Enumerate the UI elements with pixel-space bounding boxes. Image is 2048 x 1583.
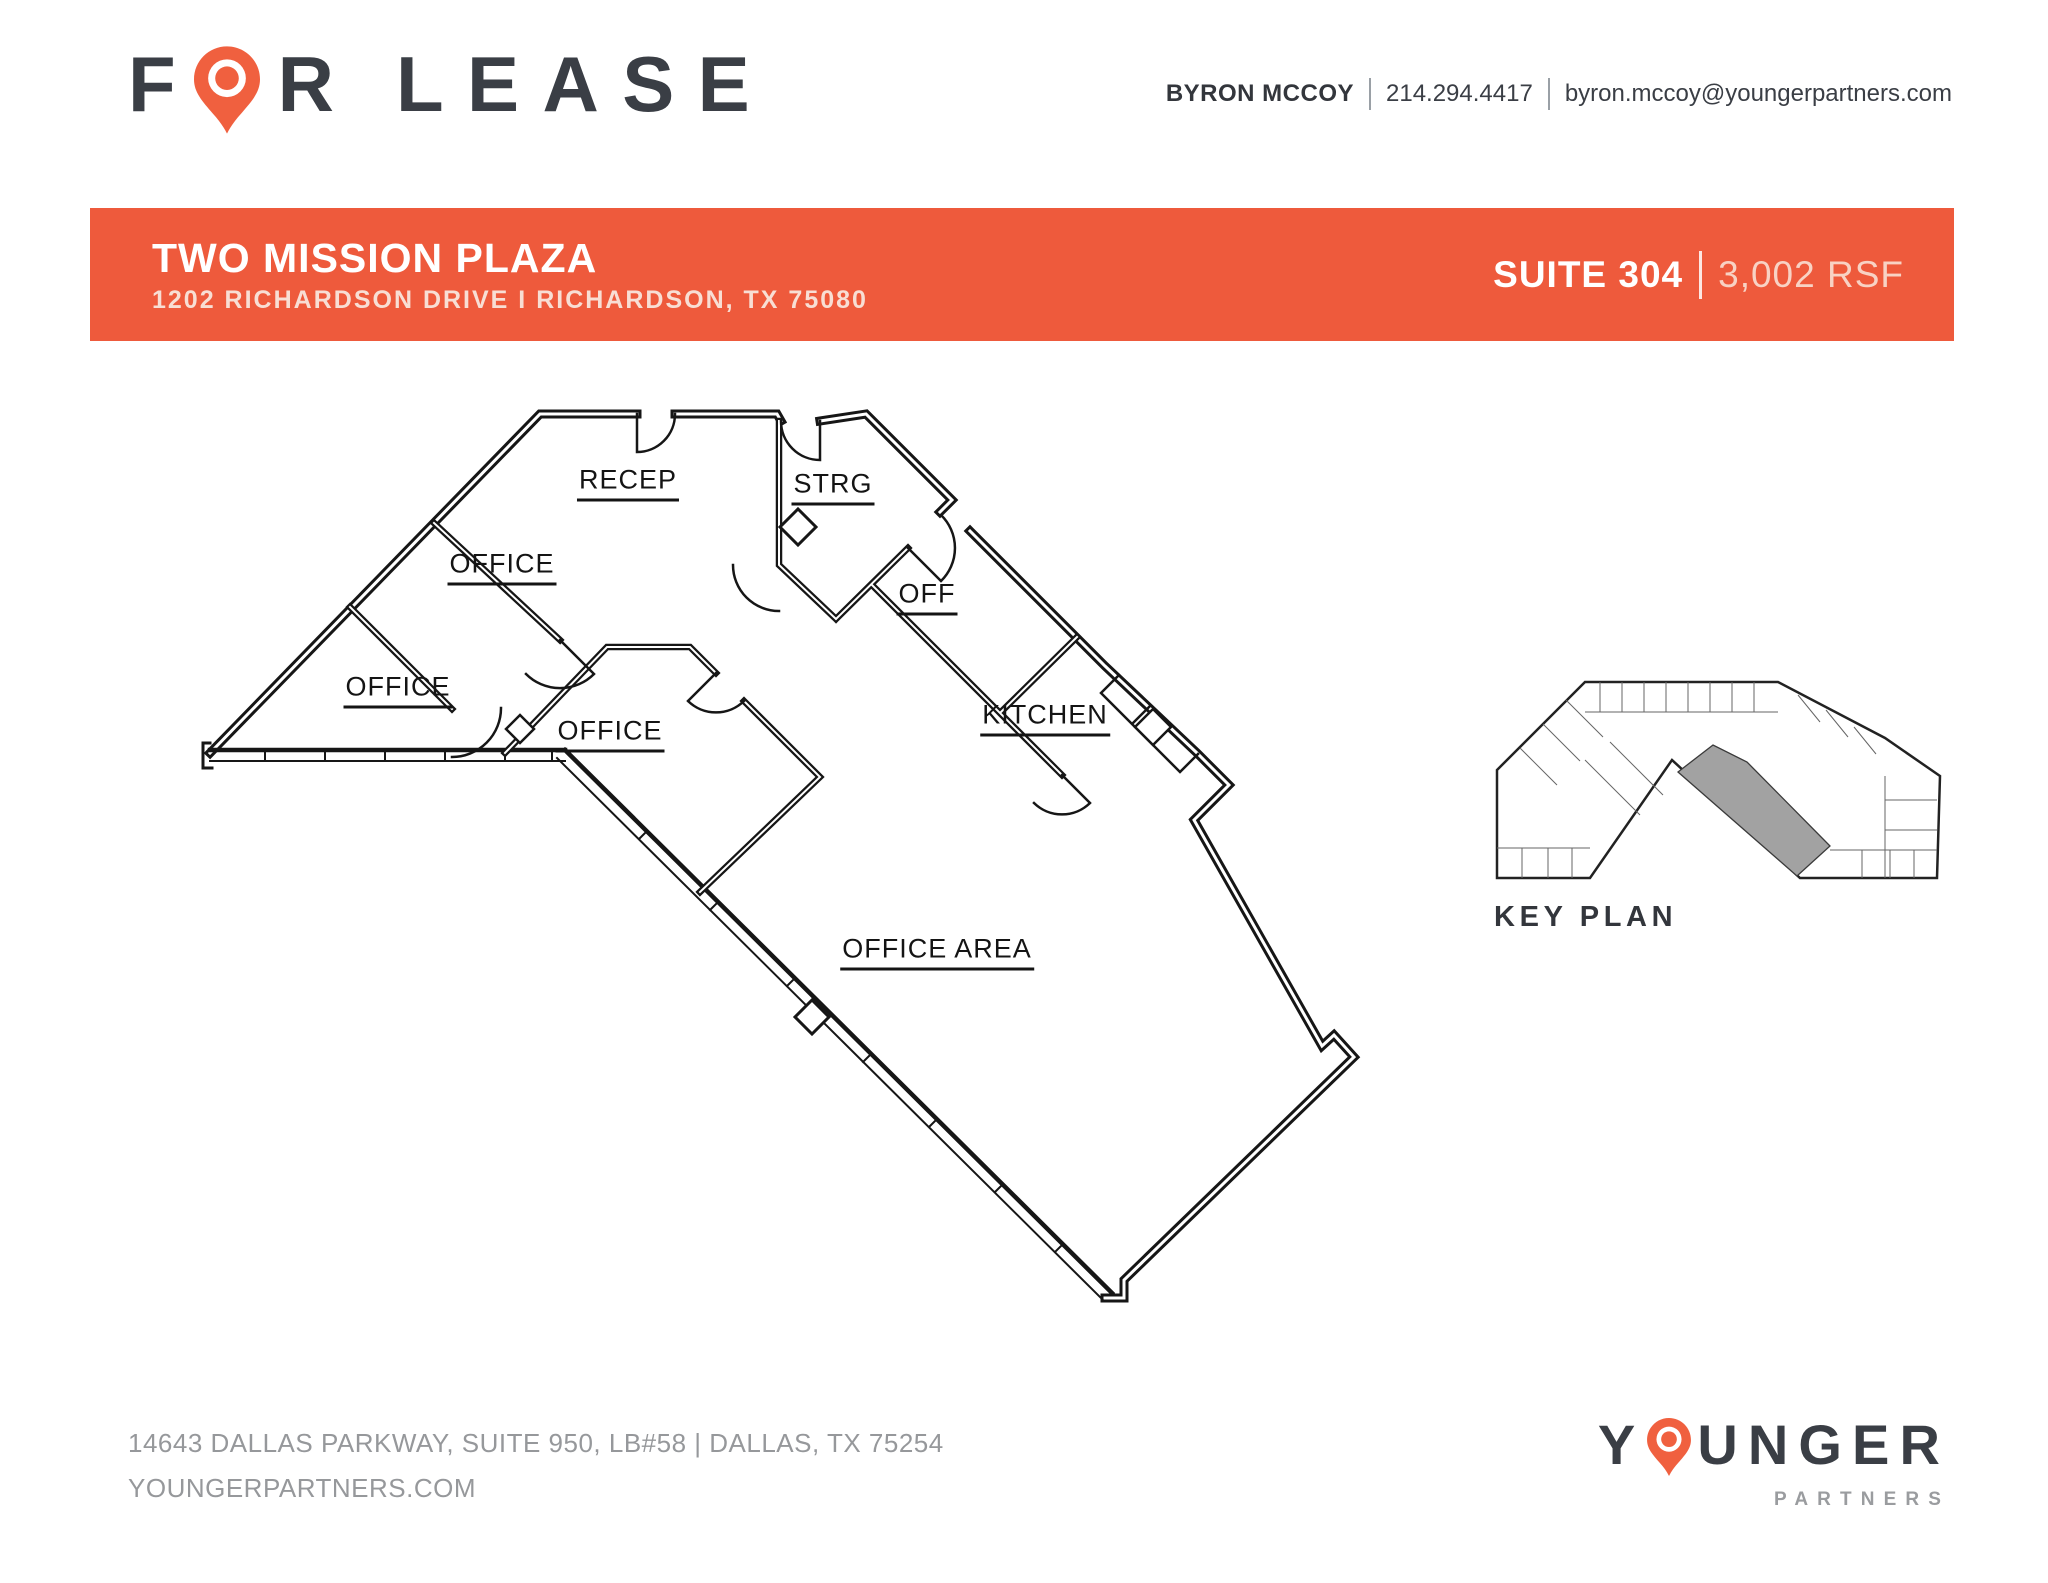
suite-size: 3,002 RSF	[1718, 253, 1904, 295]
map-pin-icon	[1647, 1418, 1691, 1481]
room-label-recep: RECEP	[577, 465, 679, 502]
broker-contact	[1166, 78, 1952, 110]
map-pin-icon	[194, 46, 260, 139]
property-title: TWO MISSION PLAZA	[152, 234, 598, 281]
strg-door-panel	[780, 509, 816, 545]
younger-partners-logo	[1597, 1413, 1950, 1511]
floorplan-svg	[190, 390, 1390, 1350]
broker-phone: 214.294.4417	[1386, 80, 1533, 107]
keyplan-svg	[1488, 672, 1966, 892]
younger-word-partners: PARTNERS	[1773, 1489, 1950, 1510]
keyplan-title: KEY PLAN	[1494, 901, 1678, 933]
footer-block	[128, 1428, 944, 1504]
office-door-panel	[506, 715, 534, 743]
younger-letter-y: Y	[1597, 1413, 1646, 1476]
kitchen-cabinets	[1101, 675, 1198, 772]
room-label-off: OFF	[897, 579, 958, 616]
door-arcs	[452, 414, 1090, 814]
logo-letter-f: F	[128, 40, 176, 128]
contact-divider	[1548, 78, 1550, 110]
footer-website[interactable]: YOUNGERPARTNERS.COM	[128, 1473, 477, 1503]
property-address: 1202 RICHARDSON DRIVE I RICHARDSON, TX 75080	[152, 285, 868, 314]
window-wall-diagonal	[557, 750, 1112, 1301]
broker-email[interactable]: byron.mccoy@youngerpartners.com	[1564, 80, 1952, 107]
room-label-office-middle: OFFICE	[556, 716, 665, 753]
logo-word-lease: LEASE	[396, 40, 774, 128]
room-label-strg: STRG	[791, 469, 874, 506]
broker-name: BYRON MCCOY	[1165, 80, 1354, 107]
room-label-office-upper: OFFICE	[448, 549, 557, 586]
suite-number: SUITE 304	[1493, 253, 1684, 295]
for-lease-logo	[128, 40, 774, 139]
younger-word-unger: UNGER	[1697, 1413, 1950, 1476]
room-label-kitchen: KITCHEN	[980, 700, 1110, 737]
banner-divider	[1699, 251, 1702, 299]
room-label-office-area: OFFICE AREA	[840, 934, 1034, 971]
property-banner	[90, 208, 1954, 341]
room-label-office-left: OFFICE	[344, 672, 453, 709]
footer-address: 14643 DALLAS PARKWAY, SUITE 950, LB#58 | DALLAS, TX 75254	[128, 1428, 944, 1458]
logo-letter-r: R	[277, 40, 334, 128]
contact-divider	[1369, 78, 1371, 110]
